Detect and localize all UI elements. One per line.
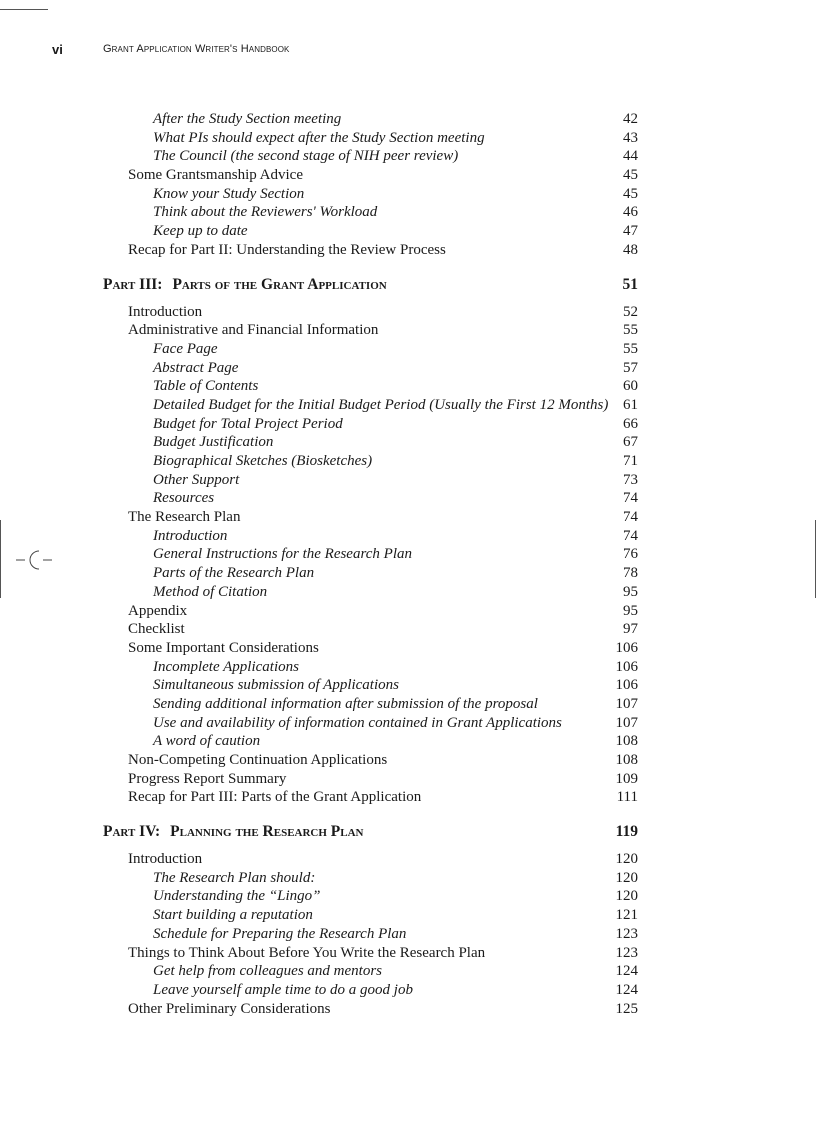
toc-entry-title: Parts of the Research Plan: [153, 565, 315, 582]
toc-entry-page: 45: [623, 167, 638, 184]
toc-entry: [0, 129, 816, 148]
toc-entry-page: 120: [615, 851, 638, 868]
toc-entry-page: 120: [615, 888, 638, 905]
toc-entry-title: Other Support: [153, 471, 240, 488]
toc-entry-page: 48: [623, 241, 638, 258]
toc-entry: [0, 850, 816, 869]
toc-entry-page: 66: [623, 415, 638, 432]
toc-entry: [0, 508, 816, 527]
toc-entry: [0, 222, 816, 241]
toc-entry-title: Progress Report Summary: [128, 770, 287, 787]
toc-entry: [0, 147, 816, 166]
part-label: Part III:: [103, 275, 163, 293]
toc-entry-page: 97: [623, 621, 638, 638]
toc-entry-page: 124: [615, 981, 638, 998]
toc-entry-title: Start building a reputation: [153, 907, 313, 924]
toc-entry-title: The Research Plan: [128, 509, 241, 526]
toc-entry: [0, 751, 816, 770]
toc-entry-title: Table of Contents: [153, 378, 259, 395]
toc-entry-page: 109: [615, 770, 638, 787]
toc-entry: [0, 887, 816, 906]
table-of-contents: [0, 110, 816, 1018]
toc-entry-page: 123: [615, 944, 638, 961]
page-header: [0, 42, 816, 58]
toc-entry: [0, 396, 816, 415]
toc-entry-page: 111: [616, 789, 638, 806]
toc-entry-title: Budget for Total Project Period: [153, 415, 343, 432]
toc-entry-title: Abstract Page: [153, 359, 239, 376]
toc-entry: [0, 241, 816, 260]
toc-entry-title: Introduction: [128, 851, 203, 868]
toc-entry: [0, 564, 816, 583]
toc-entry: [0, 203, 816, 222]
toc-entry: [0, 377, 816, 396]
toc-entry: [0, 303, 816, 322]
part-heading-3: [0, 274, 816, 296]
part-page: 51: [622, 275, 638, 293]
toc-entry-page: 78: [623, 565, 638, 582]
part-title: Parts of the Grant Application: [172, 275, 387, 293]
toc-entry: [0, 340, 816, 359]
toc-entry: [0, 658, 816, 677]
toc-entry-page: 46: [623, 204, 638, 221]
toc-entry: [0, 981, 816, 1000]
toc-entry: [0, 452, 816, 471]
toc-entry-page: 120: [615, 869, 638, 886]
toc-entry: [0, 944, 816, 963]
toc-entry-title: The Research Plan should:: [153, 869, 316, 886]
toc-entry-page: 44: [623, 148, 638, 165]
toc-entry: [0, 602, 816, 621]
toc-entry-page: 42: [623, 111, 638, 127]
toc-entry: [0, 714, 816, 733]
toc-entry: [0, 639, 816, 658]
toc-entry-page: 45: [623, 185, 638, 202]
toc-entry-page: 107: [615, 714, 638, 731]
toc-entry: [0, 489, 816, 508]
toc-entry-page: 123: [615, 925, 638, 942]
toc-entry-title: The Council (the second stage of NIH peer review): [153, 148, 459, 165]
toc-entry: [0, 695, 816, 714]
toc-entry: [0, 166, 816, 185]
toc-entry-page: 76: [623, 546, 638, 563]
toc-entry-title: Non-Competing Continuation Applications: [128, 752, 388, 768]
part-label: Part IV:: [103, 823, 161, 841]
part-heading-4: [0, 821, 816, 843]
toc-entry-title: Some Important Considerations: [128, 639, 319, 656]
toc-entry-page: 52: [623, 303, 638, 320]
toc-entry-page: 71: [623, 453, 638, 469]
toc-entry: [0, 1000, 816, 1019]
toc-entry-title: Appendix: [128, 602, 188, 619]
toc-entry: [0, 545, 816, 564]
toc-entry-title: Get help from colleagues and mentors: [153, 963, 382, 980]
toc-entry-page: 60: [623, 378, 638, 395]
toc-entry-page: 73: [623, 471, 638, 488]
toc-entry-page: 74: [623, 509, 638, 526]
toc-continued-entries: [0, 110, 816, 260]
toc-entry-title: Simultaneous submission of Applications: [153, 677, 399, 694]
toc-entry-page: 57: [623, 359, 638, 376]
toc-entry-title: Things to Think About Before You Write the Research Plan: [128, 944, 486, 961]
toc-entry-page: 108: [615, 733, 638, 750]
toc-entry-title: Face Page: [153, 340, 218, 357]
toc-entry-page: 124: [615, 963, 638, 980]
toc-entry: [0, 359, 816, 378]
toc-entry-title: A word of caution: [153, 733, 261, 750]
crop-mark-top: [0, 9, 48, 10]
toc-entry: [0, 869, 816, 888]
toc-entry-title: Other Preliminary Considerations: [128, 1000, 331, 1017]
toc-entry-title: Recap for Part II: Understanding the Review Process: [128, 241, 446, 258]
toc-entry-title: Resources: [153, 490, 215, 507]
toc-entry-title: Introduction: [128, 303, 203, 320]
toc-entry-page: 67: [623, 434, 638, 451]
toc-entry: [0, 620, 816, 639]
toc-entry-title: Biographical Sketches (Biosketches): [153, 453, 373, 469]
toc-entry-title: Sending additional information after submission of the proposal: [153, 695, 538, 712]
toc-entry: [0, 732, 816, 751]
toc-entry-title: Method of Citation: [153, 583, 268, 600]
toc-entry: [0, 321, 816, 340]
toc-entry: [0, 906, 816, 925]
toc-entry: [0, 770, 816, 789]
toc-entry-page: 47: [623, 223, 638, 240]
toc-entry: [0, 583, 816, 602]
toc-entry-page: 125: [615, 1000, 638, 1017]
toc-entry-title: Know your Study Section: [153, 185, 305, 202]
toc-entry-title: Detailed Budget for the Initial Budget Period (Usually the First 12 Months): [153, 396, 609, 413]
toc-entry-page: 74: [623, 490, 638, 507]
part-4-entries: [0, 850, 816, 1018]
toc-entry: [0, 962, 816, 981]
toc-entry-page: 95: [623, 602, 638, 619]
toc-entry-title: Incomplete Applications: [153, 658, 299, 675]
toc-entry-title: Budget Justification: [153, 434, 274, 451]
toc-entry-page: 108: [615, 752, 638, 768]
toc-entry-title: What PIs should expect after the Study Section meeting: [153, 129, 485, 146]
part-title: Planning the Research Plan: [170, 823, 364, 841]
toc-entry-title: Understanding the “Lingo”: [153, 888, 321, 905]
toc-entry: [0, 185, 816, 204]
toc-entry-page: 43: [623, 129, 638, 146]
toc-entry: [0, 110, 816, 129]
toc-entry-page: 106: [615, 658, 638, 675]
part-3-entries: [0, 303, 816, 808]
toc-entry-title: Keep up to date: [153, 223, 248, 240]
toc-entry: [0, 925, 816, 944]
toc-entry-title: Leave yourself ample time to do a good job: [153, 981, 413, 998]
toc-entry-page: 95: [623, 583, 638, 600]
toc-entry: [0, 788, 816, 807]
toc-entry-page: 55: [623, 322, 638, 339]
toc-entry-title: After the Study Section meeting: [153, 111, 342, 127]
toc-entry-title: Checklist: [128, 621, 185, 638]
toc-entry-page: 106: [615, 677, 638, 694]
running-head: Grant Application Writer's Handbook: [103, 43, 290, 55]
toc-entry: [0, 527, 816, 546]
toc-entry: [0, 415, 816, 434]
toc-entry-title: Think about the Reviewers' Workload: [153, 204, 378, 221]
toc-entry-title: Some Grantsmanship Advice: [128, 167, 303, 184]
toc-entry-title: Recap for Part III: Parts of the Grant Application: [128, 789, 422, 806]
toc-entry: [0, 676, 816, 695]
toc-entry: [0, 471, 816, 490]
page-number: vi: [52, 42, 63, 57]
toc-entry-page: 107: [615, 695, 638, 712]
toc-entry-page: 106: [615, 639, 638, 656]
toc-entry-title: General Instructions for the Research Plan: [153, 546, 412, 563]
toc-entry-title: Administrative and Financial Information: [128, 322, 379, 339]
part-page: 119: [615, 823, 638, 841]
toc-entry-page: 74: [623, 527, 638, 544]
toc-entry: [0, 433, 816, 452]
toc-entry-page: 121: [615, 907, 638, 924]
toc-entry-title: Use and availability of information contained in Grant Applications: [153, 714, 562, 731]
toc-entry-title: Schedule for Preparing the Research Plan: [153, 925, 407, 942]
toc-entry-page: 61: [623, 396, 638, 413]
toc-entry-page: 55: [623, 340, 638, 357]
toc-entry-title: Introduction: [153, 527, 228, 544]
